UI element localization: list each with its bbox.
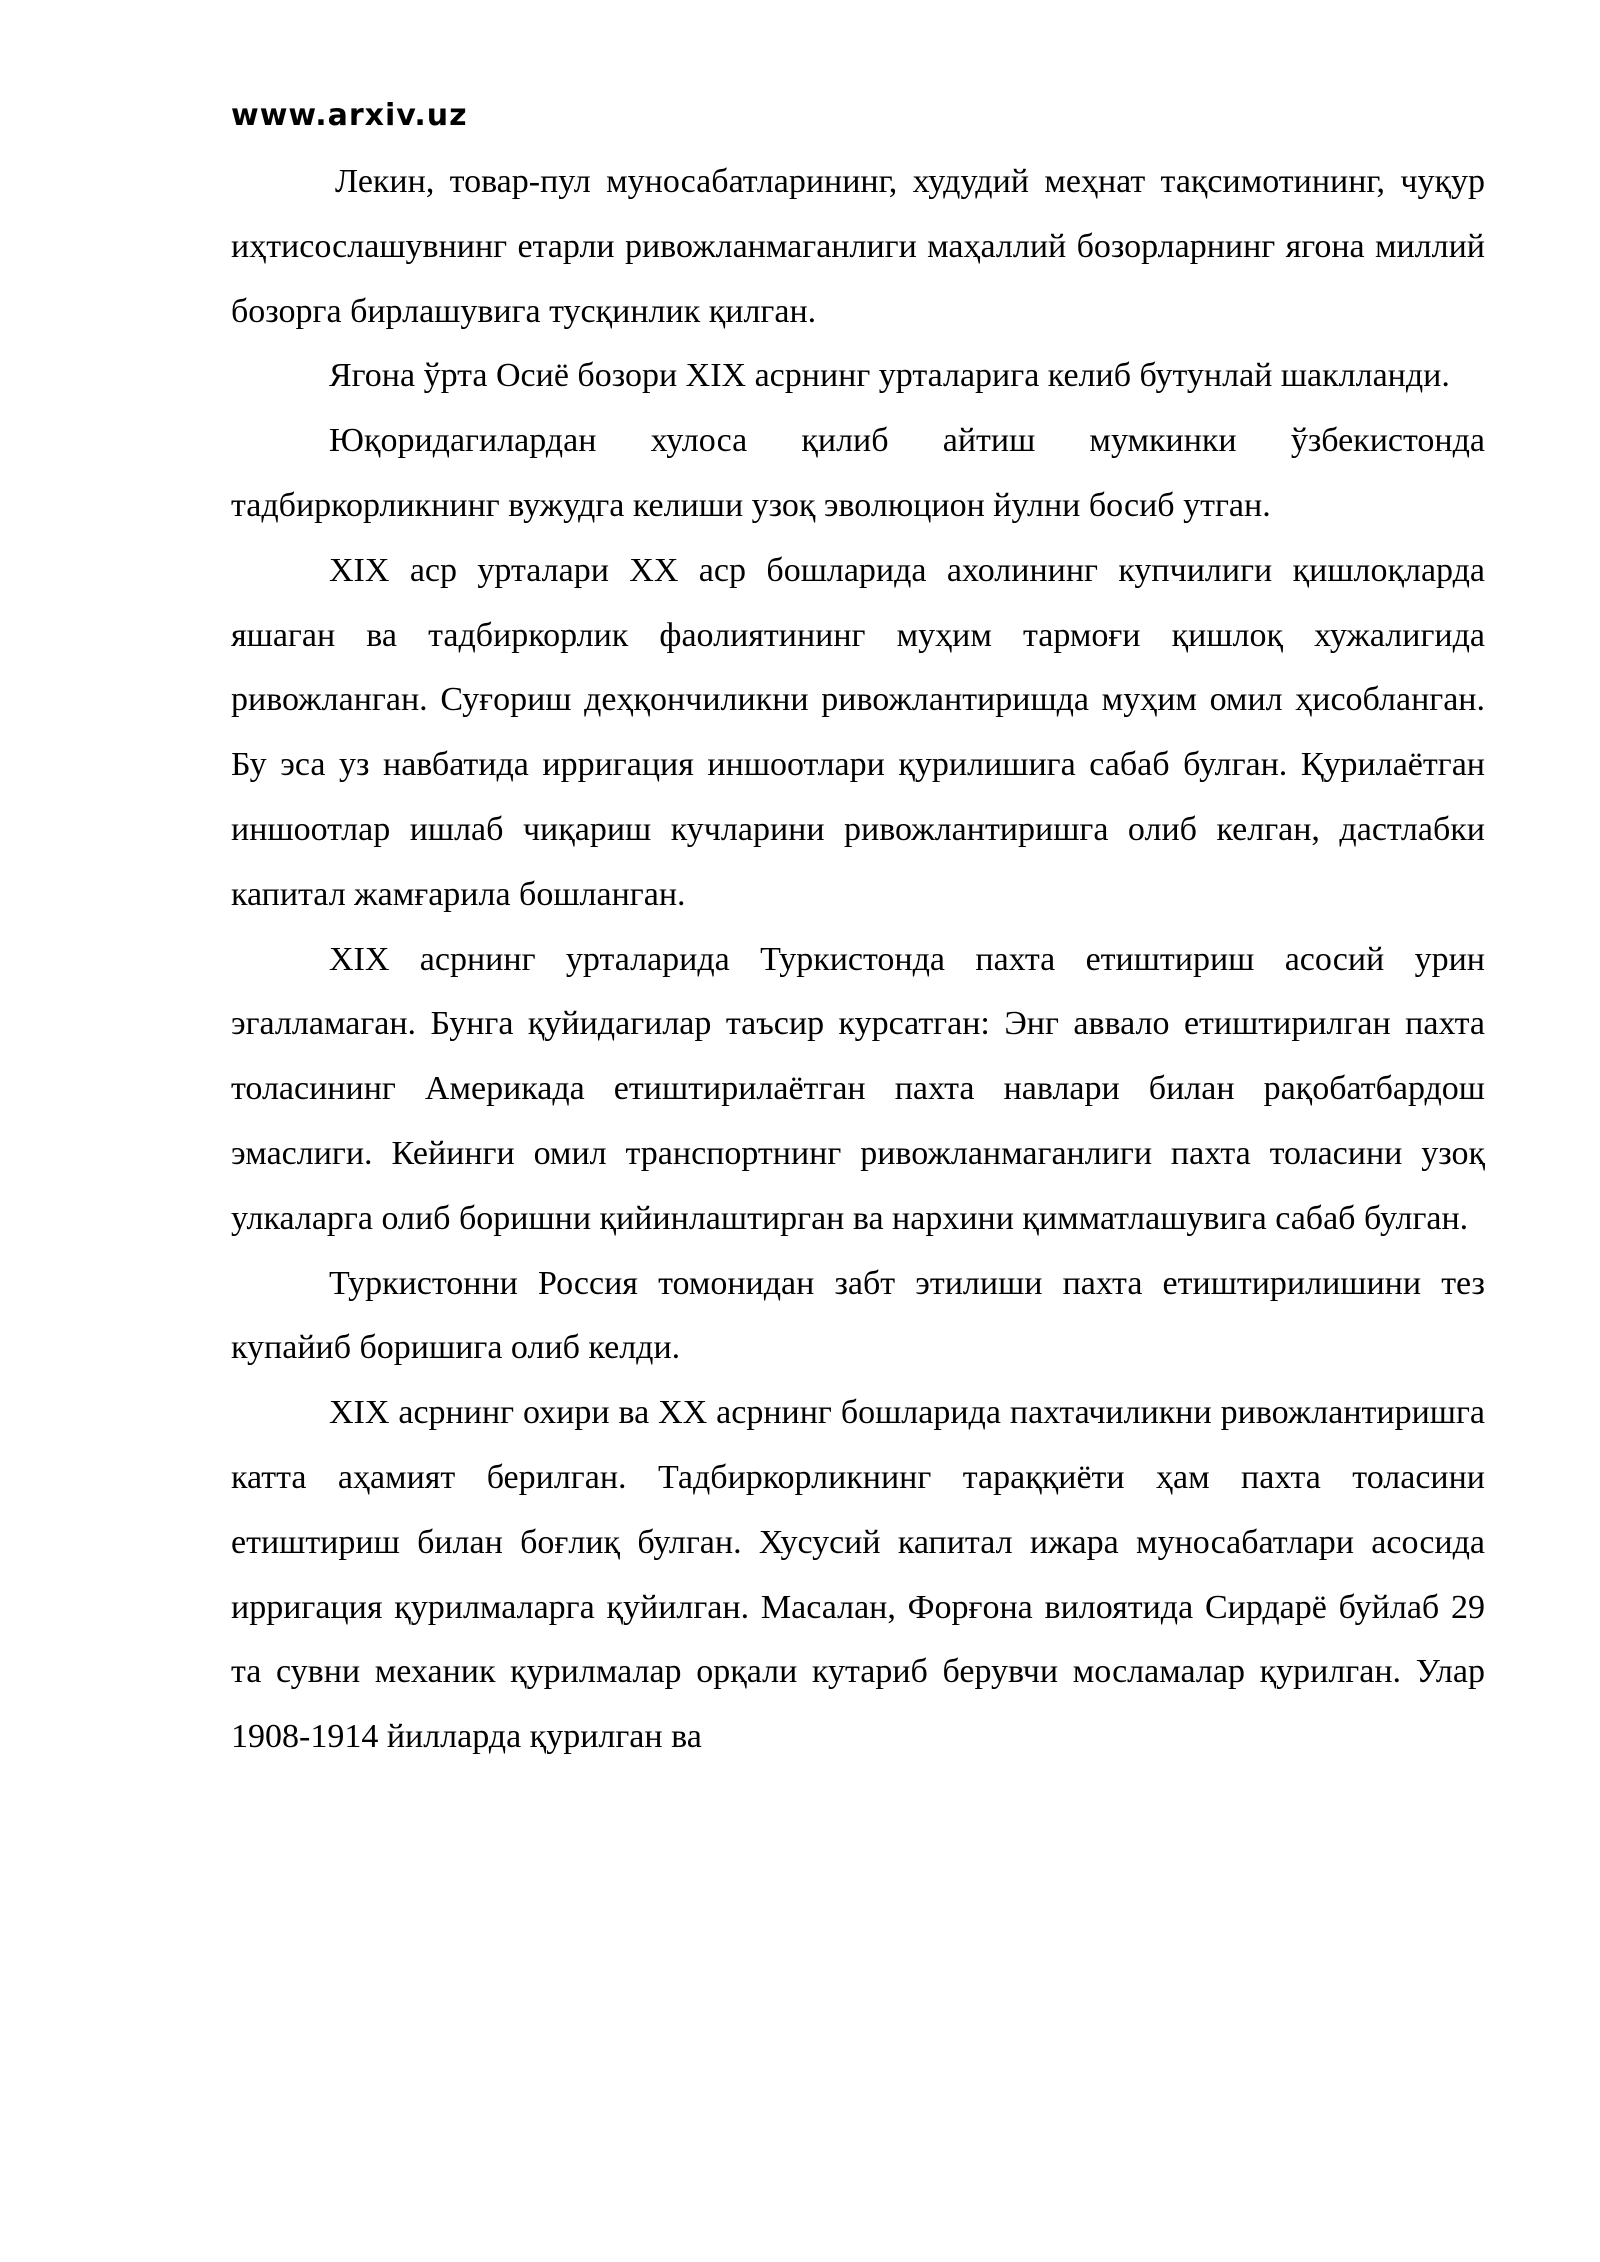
paragraph: XIX асрнинг урталарида Туркистонда пахта етиштириш асосий урин эгалламаган. Бунга қуйидагилар таъсир курсатган: Энг аввало етиштирилган пахта толасининг Америкада етиштирилаётган пахта навлари билан рақобатбардош эмаслиги. Кейинги омил транспортнинг ривожланмаганлиги пахта толасини узоқ улкаларга олиб боришни қийинлаштирган ва нархини қимматлашувига сабаб булган. <box>231 940 1485 1237</box>
body-text <box>231 150 1485 1770</box>
paragraph: XIX асрнинг охири ва XX асрнинг бошларида пахтачиликни ривожлантиришга катта аҳамият берилган. Тадбиркорликнинг тараққиёти ҳам пахта толасини етиштириш билан боғлиқ булган. Хусусий капитал ижара муносабатлари асосида ирригация қурилмаларга қуйилган. Масалан, Форғона вилоятида Сирдарё буйлаб 29 та сувни механик қурилмалар орқали кутариб берувчи мосламалар қурилган. Улар 1908-1914 йилларда қурилган ва <box>231 1394 1485 1756</box>
site-header: www.arxiv.uz <box>231 98 468 133</box>
paragraph: Туркистонни Россия томонидан забт этилиши пахта етиштирилишини тез купайиб боришига олиб келди. <box>231 1264 1485 1367</box>
paragraph: Юқоридагилардан хулоса қилиб айтиш мумкинки ўзбекистонда тадбиркорликнинг вужудга келиши узоқ эволюцион йулни босиб утган. <box>231 422 1485 524</box>
paragraph: Ягона ўрта Осиё бозори XIX асрнинг урталарига келиб бутунлай шаклланди. <box>329 357 1450 395</box>
paragraph: Лекин, товар-пул муносабатларининг, худудий меҳнат тақсимотининг, чуқур иҳтисослашувнинг етарли ривожланмаганлиги маҳаллий бозорларнинг ягона миллий бозорга бирлашувига тусқинлик қилган. <box>231 163 1485 330</box>
paragraph: XIX аср урталари XX аср бошларида ахолининг купчилиги қишлоқларда яшаган ва тадбиркорлик фаолиятининг муҳим тармоғи қишлоқ хужалигида ривожланган. Суғориш деҳқончиликни ривожлантиришда муҳим омил ҳисобланган. Бу эса уз навбатида ирригация иншоотлари қурилишига сабаб булган. Қурилаётган иншоотлар ишлаб чиқариш кучларини ривожлантиришга олиб келган, дастлабки капитал жамғарила бошланган. <box>231 551 1485 913</box>
